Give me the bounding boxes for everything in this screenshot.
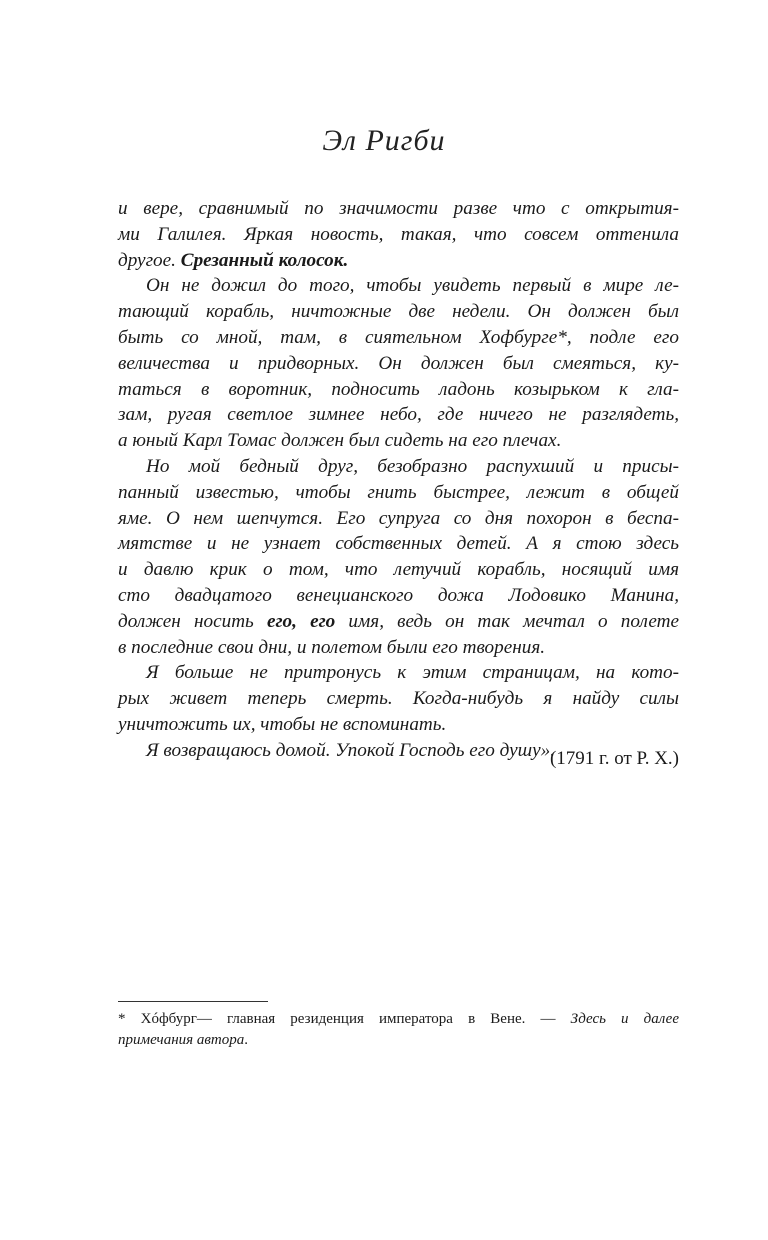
text-line: величества и придворных. Он должен был смеяться, ку- — [118, 352, 679, 374]
footnote-text: * Хóфбург— главная резиденция императора в Вене. — — [118, 1011, 571, 1027]
text-line: ми Галилея. Яркая новость, такая, что совсем оттенила — [118, 223, 679, 245]
text-line: а юный Карл Томас должен был сидеть на его плечах. — [118, 430, 562, 452]
footnote — [118, 1009, 679, 1051]
text-line: яме. О нем шепчутся. Его супруга со дня похорон в беспа- — [118, 507, 679, 529]
footnote-italic: примечания автора — [118, 1032, 245, 1048]
running-header-author: Эл Ригби — [322, 124, 446, 157]
text-line: таться в воротник, подносить ладонь козырьком к гла- — [118, 378, 679, 400]
text-run: имя, ведь он так мечтал о полете — [335, 610, 679, 632]
body-text — [118, 196, 679, 764]
text-line: тающий корабль, ничтожные две недели. Он должен был — [118, 301, 679, 323]
text-line: Я больше не притронусь к этим страницам, на кото- — [146, 662, 679, 684]
text-line: панный известью, чтобы гнить быстрее, лежит в общей — [118, 481, 679, 503]
text-run: должен носить — [118, 610, 267, 632]
text-line: Но мой бедный друг, безобразно распухший и присы- — [146, 455, 679, 477]
text-line — [118, 248, 679, 274]
text-line: в последние свои дни, и полетом были его творения. — [118, 636, 546, 658]
footnote-text: . — [244, 1032, 248, 1048]
text-run: другое. — [118, 249, 181, 271]
text-line: рых живет теперь смерть. Когда-нибудь я найду силы — [118, 688, 679, 710]
text-line: уничтожить их, чтобы не вспоминать. — [118, 713, 447, 735]
date-line: (1791 г. от Р. Х.) — [549, 748, 679, 769]
text-line: и вере, сравнимый по значимости разве что с открытия- — [118, 198, 679, 219]
bold-phrase: Срезанный колосок. — [180, 249, 349, 271]
text-line: и давлю крик о том, что летучий корабль, носящий имя — [118, 559, 679, 581]
text-line: Я возвращаюсь домой. Упокой Господь его душу». — [146, 739, 556, 761]
footnote-line — [118, 1030, 679, 1051]
text-line: мятстве и не узнает собственных детей. А я стою здесь — [118, 533, 679, 555]
footnote-divider — [118, 1001, 268, 1002]
text-line: сто двадцатого венецианского дожа Лодовико Манина, — [118, 584, 679, 606]
text-line: зам, ругая светлое зимнее небо, где ничего не разглядеть, — [118, 404, 679, 426]
footnote-line — [118, 1009, 679, 1030]
footnote-italic: Здесь и далее — [570, 1011, 679, 1027]
text-line: быть со мной, там, в сиятельном Хофбурге*, подле его — [118, 326, 679, 348]
text-line: Он не дожил до того, чтобы увидеть первый в мире ле- — [146, 275, 679, 297]
bold-phrase: его, его — [266, 610, 336, 632]
text-line — [118, 609, 679, 635]
